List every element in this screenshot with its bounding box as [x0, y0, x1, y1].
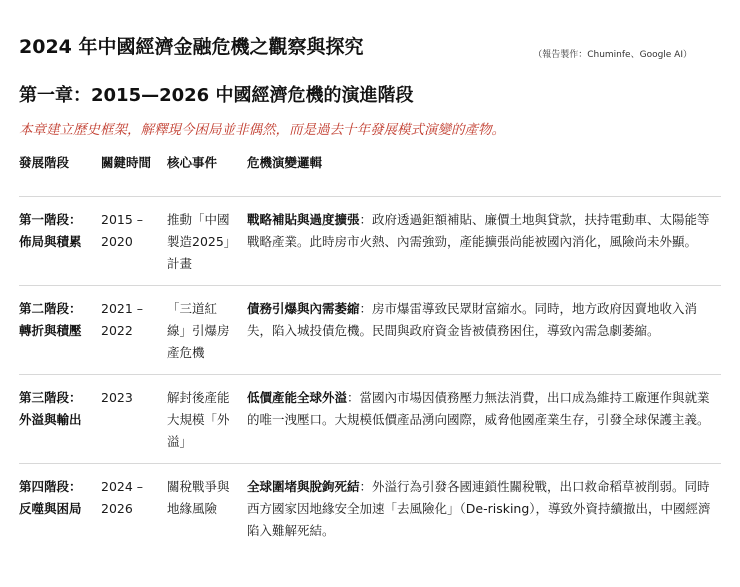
table-row: [19, 286, 721, 375]
event-cell: 「三道紅線」引爆房產危機: [167, 286, 247, 375]
stage-cell: 第四階段：反噬與困局: [19, 464, 101, 553]
chapter-heading: 第一章：2015—2026 中國經濟危機的演進階段: [19, 85, 414, 106]
stage-cell: 第三階段：外溢與輸出: [19, 375, 101, 464]
stage-cell: 第一階段：佈局與積累: [19, 197, 101, 286]
stages-table: [19, 152, 721, 552]
period-cell: 2015 – 2020: [101, 197, 167, 286]
event-cell: 解封後產能大規模「外溢」: [167, 375, 247, 464]
event-cell: 關稅戰爭與地緣風險: [167, 464, 247, 553]
event-cell: 推動「中國製造2025」計畫: [167, 197, 247, 286]
report-title: 2024 年中國經濟金融危機之觀察與探究: [19, 36, 364, 58]
stage-cell: 第二階段：轉折與積壓: [19, 286, 101, 375]
logic-cell: [247, 197, 721, 286]
logic-text: ：當國內市場因債務壓力無法消費，出口成為維持工廠運作與就業的唯一洩壓口。大規模低價產品湧向國際，威脅他國產業生存，引發全球保護主義。: [247, 390, 710, 427]
period-cell: 2021 – 2022: [101, 286, 167, 375]
logic-text: ：外溢行為引發各國連鎖性關稅戰，出口救命稻草被削弱。同時西方國家因地緣安全加速「去風險化」（De-risking），導致外資持續撤出，中國經濟陷入難解死結。: [247, 479, 711, 538]
logic-keyword: 低價產能全球外溢: [247, 390, 348, 405]
logic-cell: [247, 286, 721, 375]
logic-keyword: 戰略補貼與過度擴張: [247, 212, 360, 227]
table-row: [19, 197, 721, 286]
period-cell: 2024 – 2026: [101, 464, 167, 553]
logic-cell: [247, 375, 721, 464]
column-header-event: 核心事件: [167, 155, 218, 170]
column-header-period: 關鍵時間: [101, 155, 152, 170]
table-header-row: [19, 152, 721, 197]
logic-keyword: 債務引爆與內需萎縮: [247, 301, 360, 316]
chapter-subtitle: 本章建立歷史框架，解釋現今困局並非偶然，而是過去十年發展模式演變的產物。: [19, 122, 505, 138]
logic-text: ：房市爆雷導致民眾財富縮水。同時，地方政府因賣地收入消失，陷入城投債危機。民間與政府資金皆被債務困住，導致內需急劇萎縮。: [247, 301, 698, 338]
period-cell: 2023: [101, 375, 167, 464]
table-row: [19, 464, 721, 553]
logic-keyword: 全球圍堵與脫鉤死結: [247, 479, 360, 494]
logic-cell: [247, 464, 721, 553]
column-header-stage: 發展階段: [19, 155, 70, 170]
report-credit: （報告製作：Chuminfe、Google AI）: [533, 50, 692, 60]
table-row: [19, 375, 721, 464]
logic-text: ：政府透過鉅額補貼、廉價土地與貸款，扶持電動車、太陽能等戰略產業。此時房市火熱、內需強勁，產能擴張尚能被國內消化，風險尚未外顯。: [247, 212, 710, 249]
column-header-logic: 危機演變邏輯: [247, 155, 323, 170]
